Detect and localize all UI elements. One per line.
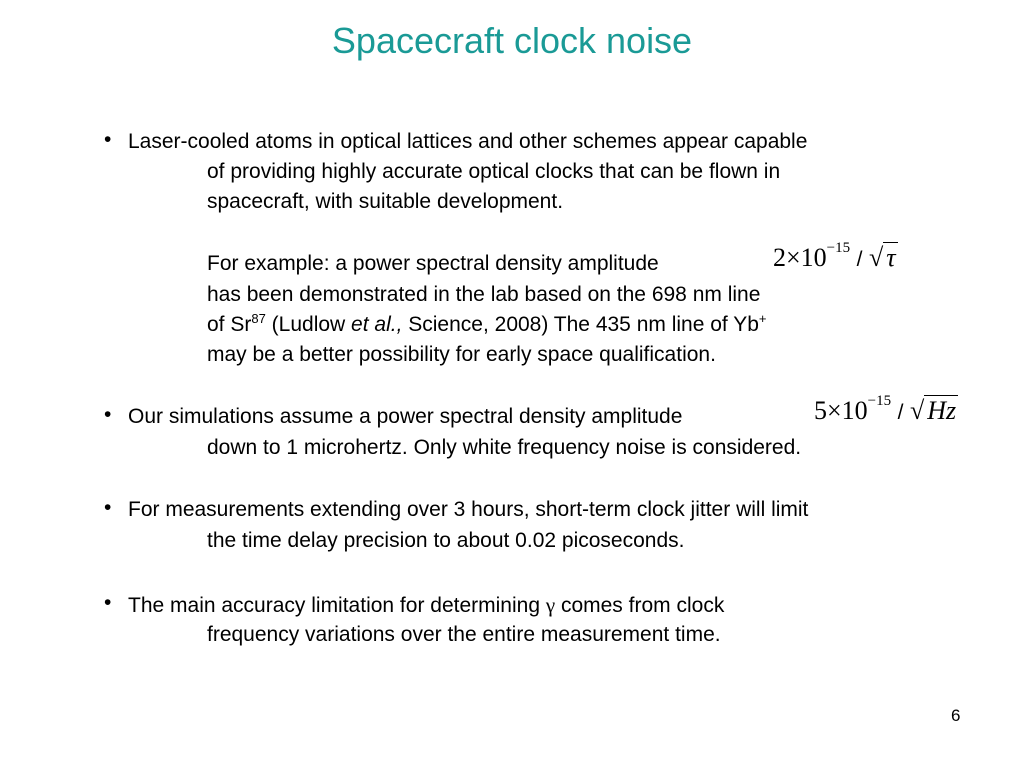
- yb-ion-charge: +: [758, 311, 767, 326]
- bullet-2-line-2: down to 1 microhertz. Only white frequency noise is considered.: [207, 436, 802, 459]
- psd-formula-2-slash: /: [897, 401, 904, 424]
- page-number: 6: [951, 706, 961, 725]
- sqrt-tau: √ τ: [868, 243, 896, 272]
- science-ref: Science, 2008) The 435 nm line of Yb: [402, 313, 759, 336]
- bullet-1-line-6: [207, 311, 766, 339]
- bullet-2-line-1: Our simulations assume a power spectral density amplitude: [128, 405, 683, 428]
- bullet-1-line-1: Laser-cooled atoms in optical lattices and other schemes appear capable: [128, 130, 808, 153]
- psd-formula-1: [773, 242, 898, 273]
- bullet-4-text-b: comes from clock: [555, 594, 725, 617]
- bullet-1-line-3: spacecraft, with suitable development.: [207, 190, 564, 213]
- et-al: et al.,: [351, 313, 403, 336]
- bullet-1-marker: •: [104, 128, 112, 151]
- bullet-4-line-1: [128, 591, 724, 620]
- gamma-symbol: γ: [545, 593, 556, 617]
- bullet-1-line-2: of providing highly accurate optical clocks that can be flown in: [207, 160, 781, 183]
- sr-isotope: 87: [251, 311, 266, 326]
- psd-formula-1-base: 2×10: [773, 243, 827, 272]
- bullet-4-text-a: The main accuracy limitation for determining: [128, 594, 546, 617]
- bullet-3-marker: •: [104, 496, 112, 519]
- bullet-4-marker: •: [104, 591, 112, 614]
- sqrt-hz: √ Hz: [909, 396, 957, 425]
- slide-title: Spacecraft clock noise: [331, 20, 693, 61]
- psd-formula-1-slash: /: [856, 248, 863, 271]
- bullet-1-line-5: has been demonstrated in the lab based on the 698 nm line: [207, 283, 761, 306]
- ludlow-ref: (Ludlow: [265, 313, 352, 336]
- sqrt-hz-radicand: Hz: [924, 395, 958, 426]
- psd-formula-2: [814, 395, 958, 426]
- bullet-2-marker: •: [104, 403, 112, 426]
- bullet-1-line-7: may be a better possibility for early space qualification.: [207, 343, 716, 366]
- psd-formula-2-base: 5×10: [814, 396, 868, 425]
- sr-text: of Sr: [207, 313, 252, 336]
- bullet-3-line-2: the time delay precision to about 0.02 picoseconds.: [207, 529, 685, 552]
- bullet-3-line-1: For measurements extending over 3 hours, short-term clock jitter will limit: [128, 498, 809, 521]
- sqrt-tau-radicand: τ: [883, 242, 897, 273]
- bullet-1-example-line: For example: a power spectral density amplitude: [207, 252, 659, 275]
- bullet-4-line-2: frequency variations over the entire measurement time.: [207, 623, 721, 646]
- psd-formula-1-exponent: −15: [826, 240, 851, 257]
- psd-formula-2-exponent: −15: [867, 393, 892, 410]
